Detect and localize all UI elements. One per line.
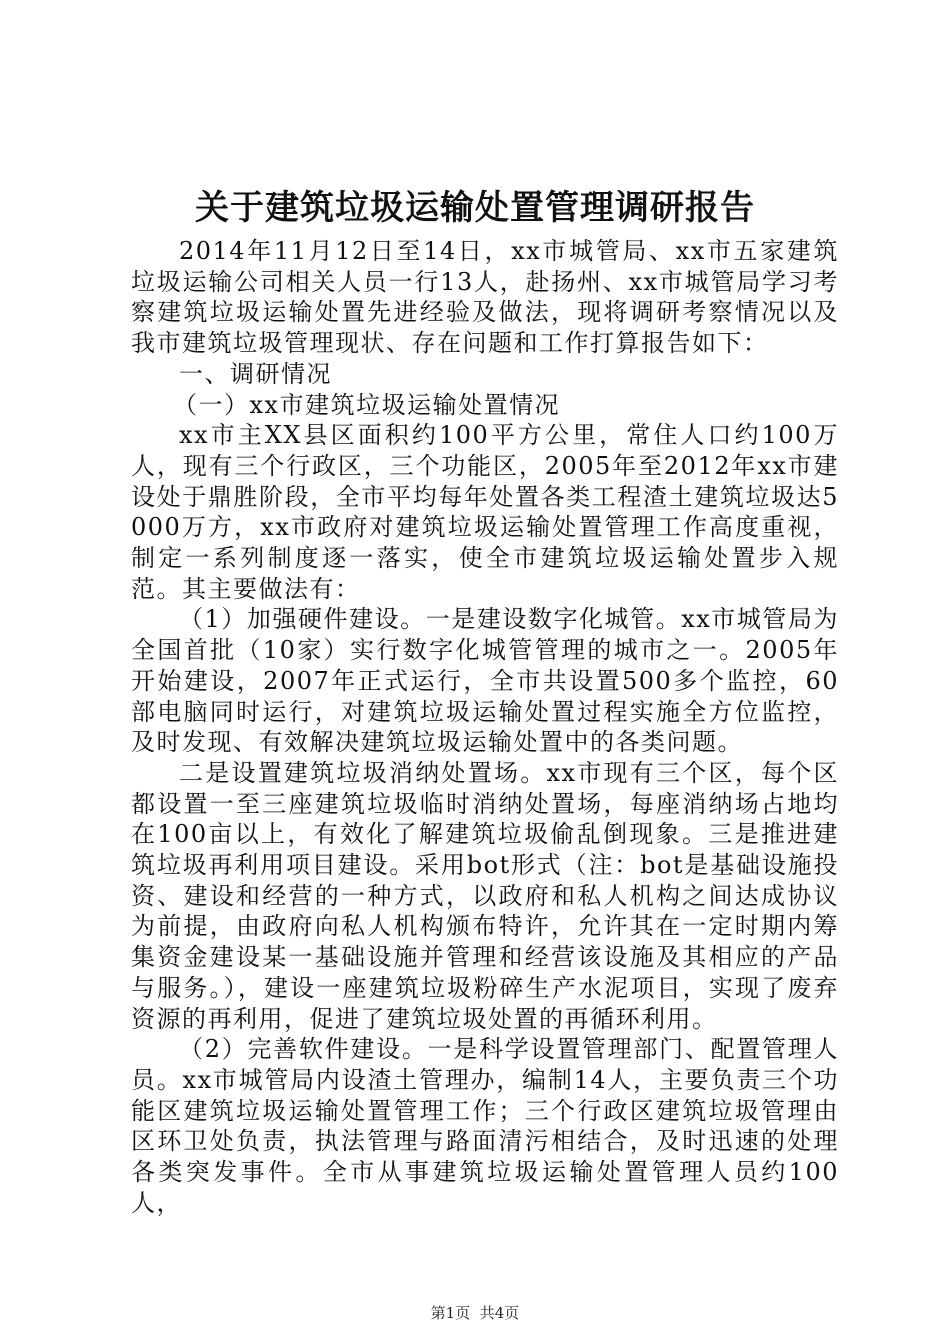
total-pages: 共4页 [479, 1304, 520, 1322]
document-title: 关于建筑垃圾运输处置管理调研报告 [195, 188, 755, 228]
page-footer [0, 1303, 950, 1323]
page-number: 第1页 [430, 1304, 471, 1322]
document-body [131, 236, 839, 1219]
paragraph-hardware: （1）加强硬件建设。一是建设数字化城管。xx市城管局为全国首批（10家）实行数字化城管管理的城市之一。2005年开始建设，2007年正式运行，全市共设置500多个监控，60部电脑同时运行，对建筑垃圾运输处置过程实施全方位监控，及时发现、有效解决建筑垃圾运输处置中的各类问题。 [131, 605, 839, 757]
paragraph-software: （2）完善软件建设。一是科学设置管理部门、配置管理人员。xx市城管局内设渣土管理办，编制14人，主要负责三个功能区建筑垃圾运输处置管理工作；三个行政区建筑垃圾管理由区环卫处负责，执法管理与路面清污相结合，及时迅速的处理各类突发事件。全市从事建筑垃圾运输处置管理人员约100人， [131, 1035, 839, 1217]
subsection-heading: （一）xx市建筑垃圾运输处置情况 [173, 390, 561, 419]
paragraph-city-overview: xx市主XX县区面积约100平方公里，常住人口约100万人，现有三个行政区，三个功能区，2005年至2012年xx市建设处于鼎胜阶段，全市平均每年处置各类工程渣土建筑垃圾达5000万方，xx市政府对建筑垃圾运输处置管理工作高度重视，制定一系列制度逐一落实，使全市建筑垃圾运输处置步入规范。其主要做法有： [131, 421, 839, 603]
paragraph-intro: 2014年11月12日至14日，xx市城管局、xx市五家建筑垃圾运输公司相关人员一行13人，赴扬州、xx市城管局学习考察建筑垃圾运输处置先进经验及做法，现将调研考察情况以及我市建筑垃圾管理现状、存在问题和工作打算报告如下： [131, 237, 839, 358]
paragraph-disposal-sites: 二是设置建筑垃圾消纳处置场。xx市现有三个区，每个区都设置一至三座建筑垃圾临时消纳处置场，每座消纳场占地均在100亩以上，有效化了解建筑垃圾偷乱倒现象。三是推进建筑垃圾再利用项目建设。采用bot形式（注：bot是基础设施投资、建设和经营的一种方式，以政府和私人机构之间达成协议为前提，由政府向私人机构颁布特许，允许其在一定时期内筹集资金建设某一基础设施并管理和经营该设施及其相应的产品与服务。），建设一座建筑垃圾粉碎生产水泥项目，实现了废弃资源的再利用，促进了建筑垃圾处置的再循环利用。 [131, 758, 839, 1033]
section-heading-survey: 一、调研情况 [179, 359, 332, 388]
